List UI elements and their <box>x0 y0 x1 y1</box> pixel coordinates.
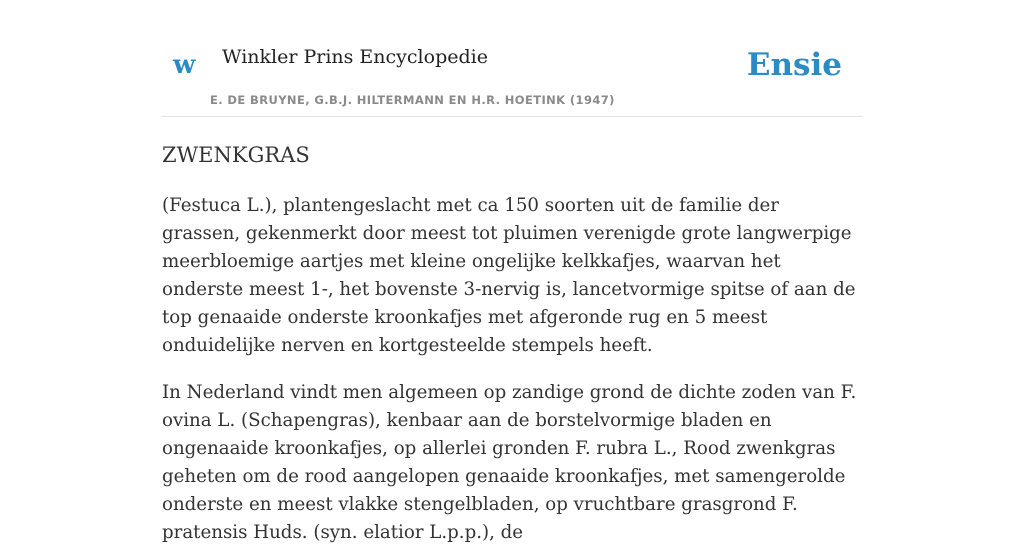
article-paragraph: In Nederland vindt men algemeen op zandige grond de dichte zoden van F. ovina L. (Schapengras), kenbaar aan de borstelvormige bladen en ongenaaide kroonkafjes, op allerlei gronden F. rubra L., Rood zwenkgras geheten om de rood aangelopen genaaide kroonkafjes, met samengerolde onderste en meest vlakke stengelbladen, op vruchtbare grasgrond F. pratensis Huds. (syn. elatior L.p.p.), de <box>162 382 857 543</box>
book-title-link[interactable]: Winkler Prins Encyclopedie <box>222 46 488 68</box>
article-paragraph: (Festuca L.), plantengeslacht met ca 150 soorten uit de familie der grassen, gekenmerkt door meest tot pluimen verenigde grote langwerpige meerbloemige aartjes met kleine ongelijke kelkkafjes, waarvan het onderste meest 1-, het bovenste 3-nervig is, lancetvormige spitse of aan de top genaaide onderste kroonkafjes met afgeronde rug en 5 meest onduidelijke nerven en kortgesteelde stempels heeft. <box>162 195 856 356</box>
header <box>162 30 862 117</box>
winkler-prins-logo-icon[interactable]: w <box>173 50 196 80</box>
ensie-logo[interactable]: Ensie <box>746 47 842 83</box>
article <box>162 138 862 547</box>
entry-title: ZWENKGRAS <box>162 143 310 167</box>
authors-line: E. DE BRUYNE, G.B.J. HILTERMANN EN H.R. HOETINK (1947) <box>210 93 615 107</box>
